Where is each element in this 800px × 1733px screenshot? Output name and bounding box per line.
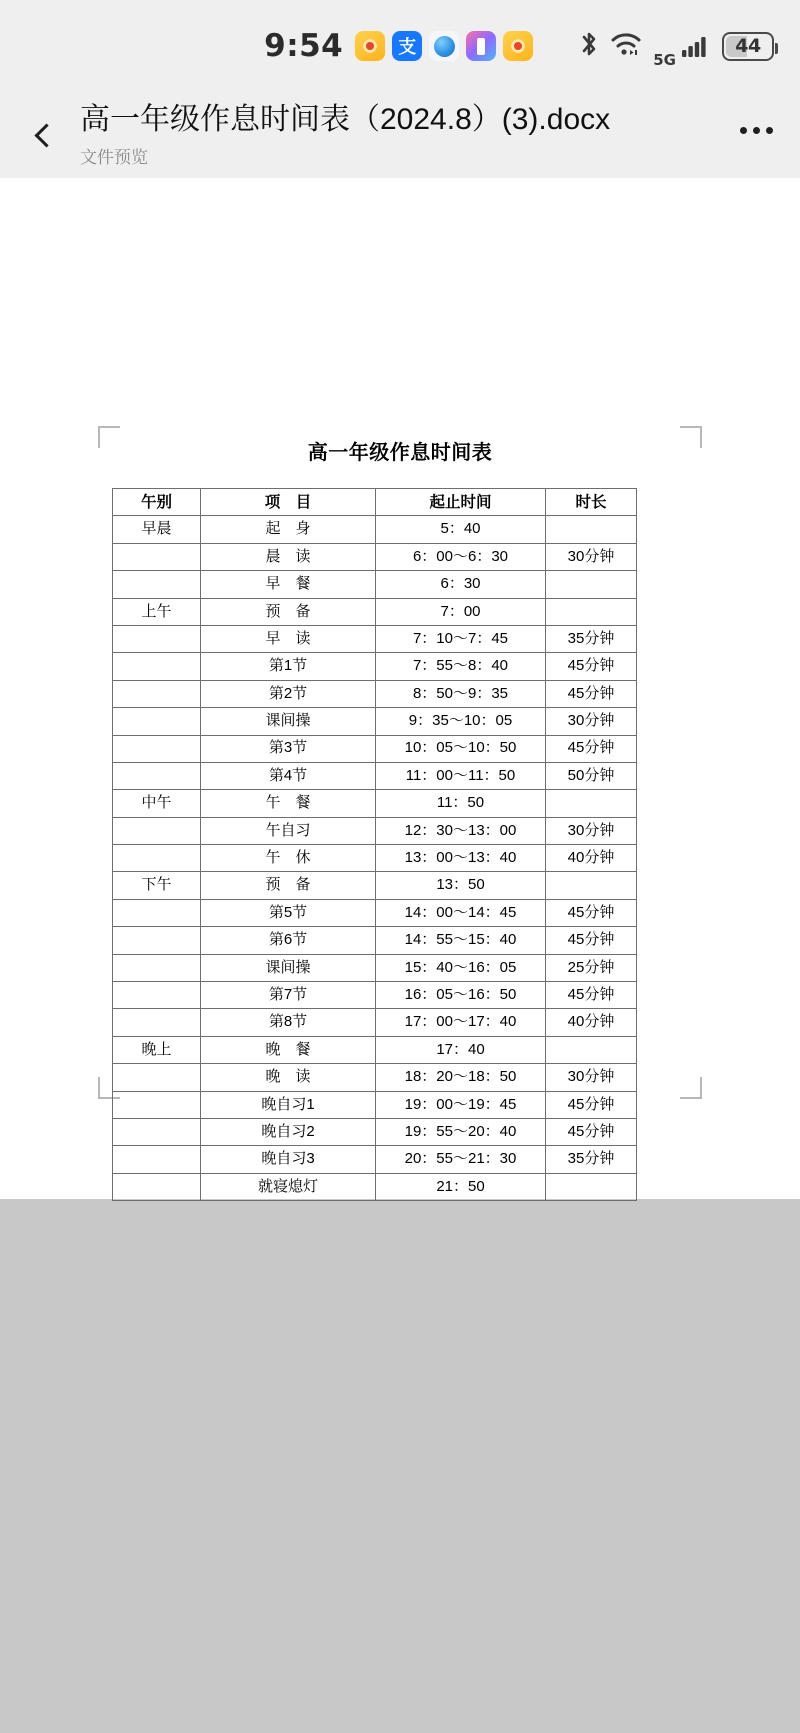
table-row <box>113 516 637 543</box>
cell-item: 午 休 <box>201 845 376 872</box>
cell-session <box>113 625 201 652</box>
cell-time: 11：00～11：50 <box>376 762 546 789</box>
cell-session <box>113 653 201 680</box>
signal-icon <box>681 29 711 64</box>
cell-session: 中午 <box>113 790 201 817</box>
cell-item: 第3节 <box>201 735 376 762</box>
cell-duration: 30分钟 <box>546 1064 637 1091</box>
paint-app-icon <box>466 31 496 61</box>
table-row <box>113 571 637 598</box>
cell-session <box>113 1173 201 1200</box>
cell-item: 晚自习2 <box>201 1118 376 1145</box>
cell-duration <box>546 872 637 899</box>
more-options-button[interactable] <box>730 109 782 161</box>
header-title-group <box>66 102 730 169</box>
cell-time: 6：30 <box>376 571 546 598</box>
cell-time: 10：05～10：50 <box>376 735 546 762</box>
cell-item: 晚自习1 <box>201 1091 376 1118</box>
table-row <box>113 653 637 680</box>
page-background-area <box>0 1199 800 1733</box>
cell-session <box>113 954 201 981</box>
cell-time: 12：30～13：00 <box>376 817 546 844</box>
cell-duration: 30分钟 <box>546 543 637 570</box>
table-row <box>113 735 637 762</box>
cell-session <box>113 543 201 570</box>
cell-time: 18：20～18：50 <box>376 1064 546 1091</box>
table-row <box>113 625 637 652</box>
browser-icon <box>429 31 459 61</box>
cell-time: 7：55～8：40 <box>376 653 546 680</box>
cell-session <box>113 899 201 926</box>
cell-time: 16：05～16：50 <box>376 982 546 1009</box>
cell-duration: 30分钟 <box>546 817 637 844</box>
weibo-icon <box>355 31 385 61</box>
table-row <box>113 817 637 844</box>
cell-session <box>113 735 201 762</box>
table-row <box>113 1036 637 1063</box>
table-row <box>113 872 637 899</box>
cell-item: 第4节 <box>201 762 376 789</box>
cell-time: 21：50 <box>376 1173 546 1200</box>
document-heading: 高一年级作息时间表 <box>307 442 493 464</box>
cell-time: 14：55～15：40 <box>376 927 546 954</box>
table-row <box>113 954 637 981</box>
network-type-label: 5G <box>653 51 676 69</box>
status-time: 9:54 <box>264 28 344 64</box>
table-row <box>113 1118 637 1145</box>
cell-duration <box>546 1173 637 1200</box>
table-header-row <box>113 489 637 516</box>
cell-time: 19：55～20：40 <box>376 1118 546 1145</box>
cell-session <box>113 680 201 707</box>
cell-item: 第2节 <box>201 680 376 707</box>
cell-time: 8：50～9：35 <box>376 680 546 707</box>
cell-duration: 35分钟 <box>546 625 637 652</box>
schedule-table-body <box>113 516 637 1201</box>
table-row <box>113 1146 637 1173</box>
cell-duration: 45分钟 <box>546 680 637 707</box>
back-button[interactable] <box>22 107 66 163</box>
cell-time: 6：00～6：30 <box>376 543 546 570</box>
cell-item: 晨 读 <box>201 543 376 570</box>
cell-time: 15：40～16：05 <box>376 954 546 981</box>
cell-session <box>113 762 201 789</box>
cell-item: 第5节 <box>201 899 376 926</box>
weibo-icon <box>503 31 533 61</box>
cell-session: 晚上 <box>113 1036 201 1063</box>
back-chevron-icon <box>34 123 58 147</box>
cell-item: 起 身 <box>201 516 376 543</box>
cell-session <box>113 1064 201 1091</box>
cell-session: 上午 <box>113 598 201 625</box>
cell-item: 午自习 <box>201 817 376 844</box>
cell-item: 晚 餐 <box>201 1036 376 1063</box>
cell-session <box>113 982 201 1009</box>
wifi-icon <box>610 29 642 64</box>
table-row <box>113 927 637 954</box>
cell-item: 早 读 <box>201 625 376 652</box>
cell-item: 午 餐 <box>201 790 376 817</box>
table-row <box>113 543 637 570</box>
cell-item: 早 餐 <box>201 571 376 598</box>
column-header-item: 项 目 <box>201 489 376 516</box>
alipay-icon: 支 <box>392 31 422 61</box>
table-row <box>113 1064 637 1091</box>
cell-duration <box>546 790 637 817</box>
cell-item: 第6节 <box>201 927 376 954</box>
page-title: 高一年级作息时间表（2024.8）(3).docx <box>80 102 611 136</box>
battery-level: 44 <box>735 35 761 57</box>
cell-time: 17：40 <box>376 1036 546 1063</box>
table-row <box>113 598 637 625</box>
cell-duration: 45分钟 <box>546 1118 637 1145</box>
cell-session: 早晨 <box>113 516 201 543</box>
cell-item: 第7节 <box>201 982 376 1009</box>
cell-time: 11：50 <box>376 790 546 817</box>
document-preview[interactable] <box>0 178 800 1199</box>
cell-item: 预 备 <box>201 598 376 625</box>
cell-session <box>113 571 201 598</box>
system-status-icons <box>579 23 774 69</box>
notification-icons <box>355 31 533 61</box>
table-row <box>113 680 637 707</box>
cell-time: 17：00～17：40 <box>376 1009 546 1036</box>
cell-time: 7：00 <box>376 598 546 625</box>
cell-duration: 45分钟 <box>546 1091 637 1118</box>
cell-duration: 45分钟 <box>546 927 637 954</box>
battery-icon <box>722 32 774 61</box>
cell-time: 14：00～14：45 <box>376 899 546 926</box>
cell-duration: 45分钟 <box>546 899 637 926</box>
cell-session <box>113 1146 201 1173</box>
column-header-time: 起止时间 <box>376 489 546 516</box>
status-bar <box>0 0 800 92</box>
cell-duration: 50分钟 <box>546 762 637 789</box>
cell-item: 预 备 <box>201 872 376 899</box>
column-header-duration: 时长 <box>546 489 637 516</box>
cell-session: 下午 <box>113 872 201 899</box>
page-subtitle: 文件预览 <box>80 148 148 168</box>
cell-session <box>113 708 201 735</box>
cell-duration: 30分钟 <box>546 708 637 735</box>
cell-item: 晚自习3 <box>201 1146 376 1173</box>
table-row <box>113 762 637 789</box>
table-row <box>113 1009 637 1036</box>
cell-session <box>113 927 201 954</box>
cell-item: 晚 读 <box>201 1064 376 1091</box>
cell-session <box>113 817 201 844</box>
cell-item: 第8节 <box>201 1009 376 1036</box>
cell-duration <box>546 571 637 598</box>
cell-duration: 45分钟 <box>546 653 637 680</box>
cell-duration <box>546 1036 637 1063</box>
cell-duration: 45分钟 <box>546 735 637 762</box>
cell-session <box>113 1118 201 1145</box>
table-row <box>113 1173 637 1200</box>
table-row <box>113 1091 637 1118</box>
cell-duration <box>546 516 637 543</box>
cell-duration <box>546 598 637 625</box>
cell-time: 20：55～21：30 <box>376 1146 546 1173</box>
table-row <box>113 982 637 1009</box>
cell-time: 7：10～7：45 <box>376 625 546 652</box>
cell-duration: 25分钟 <box>546 954 637 981</box>
column-header-session: 午别 <box>113 489 201 516</box>
cell-time: 9：35～10：05 <box>376 708 546 735</box>
cell-duration: 40分钟 <box>546 1009 637 1036</box>
cell-duration: 45分钟 <box>546 982 637 1009</box>
cell-duration: 40分钟 <box>546 845 637 872</box>
cell-session <box>113 1091 201 1118</box>
crop-mark-bottom-right <box>680 1077 702 1099</box>
table-row <box>113 845 637 872</box>
more-dots-icon <box>740 127 773 134</box>
cell-item: 课间操 <box>201 954 376 981</box>
schedule-table <box>112 488 637 1201</box>
table-row <box>113 708 637 735</box>
cell-session <box>113 1009 201 1036</box>
app-header <box>0 92 800 178</box>
cell-time: 13：00～13：40 <box>376 845 546 872</box>
cell-item: 就寝熄灯 <box>201 1173 376 1200</box>
table-row <box>113 790 637 817</box>
bluetooth-icon <box>579 29 599 64</box>
cell-item: 课间操 <box>201 708 376 735</box>
cell-time: 19：00～19：45 <box>376 1091 546 1118</box>
cell-item: 第1节 <box>201 653 376 680</box>
cell-session <box>113 845 201 872</box>
cell-duration: 35分钟 <box>546 1146 637 1173</box>
table-row <box>113 899 637 926</box>
cell-time: 13：50 <box>376 872 546 899</box>
cell-time: 5：40 <box>376 516 546 543</box>
